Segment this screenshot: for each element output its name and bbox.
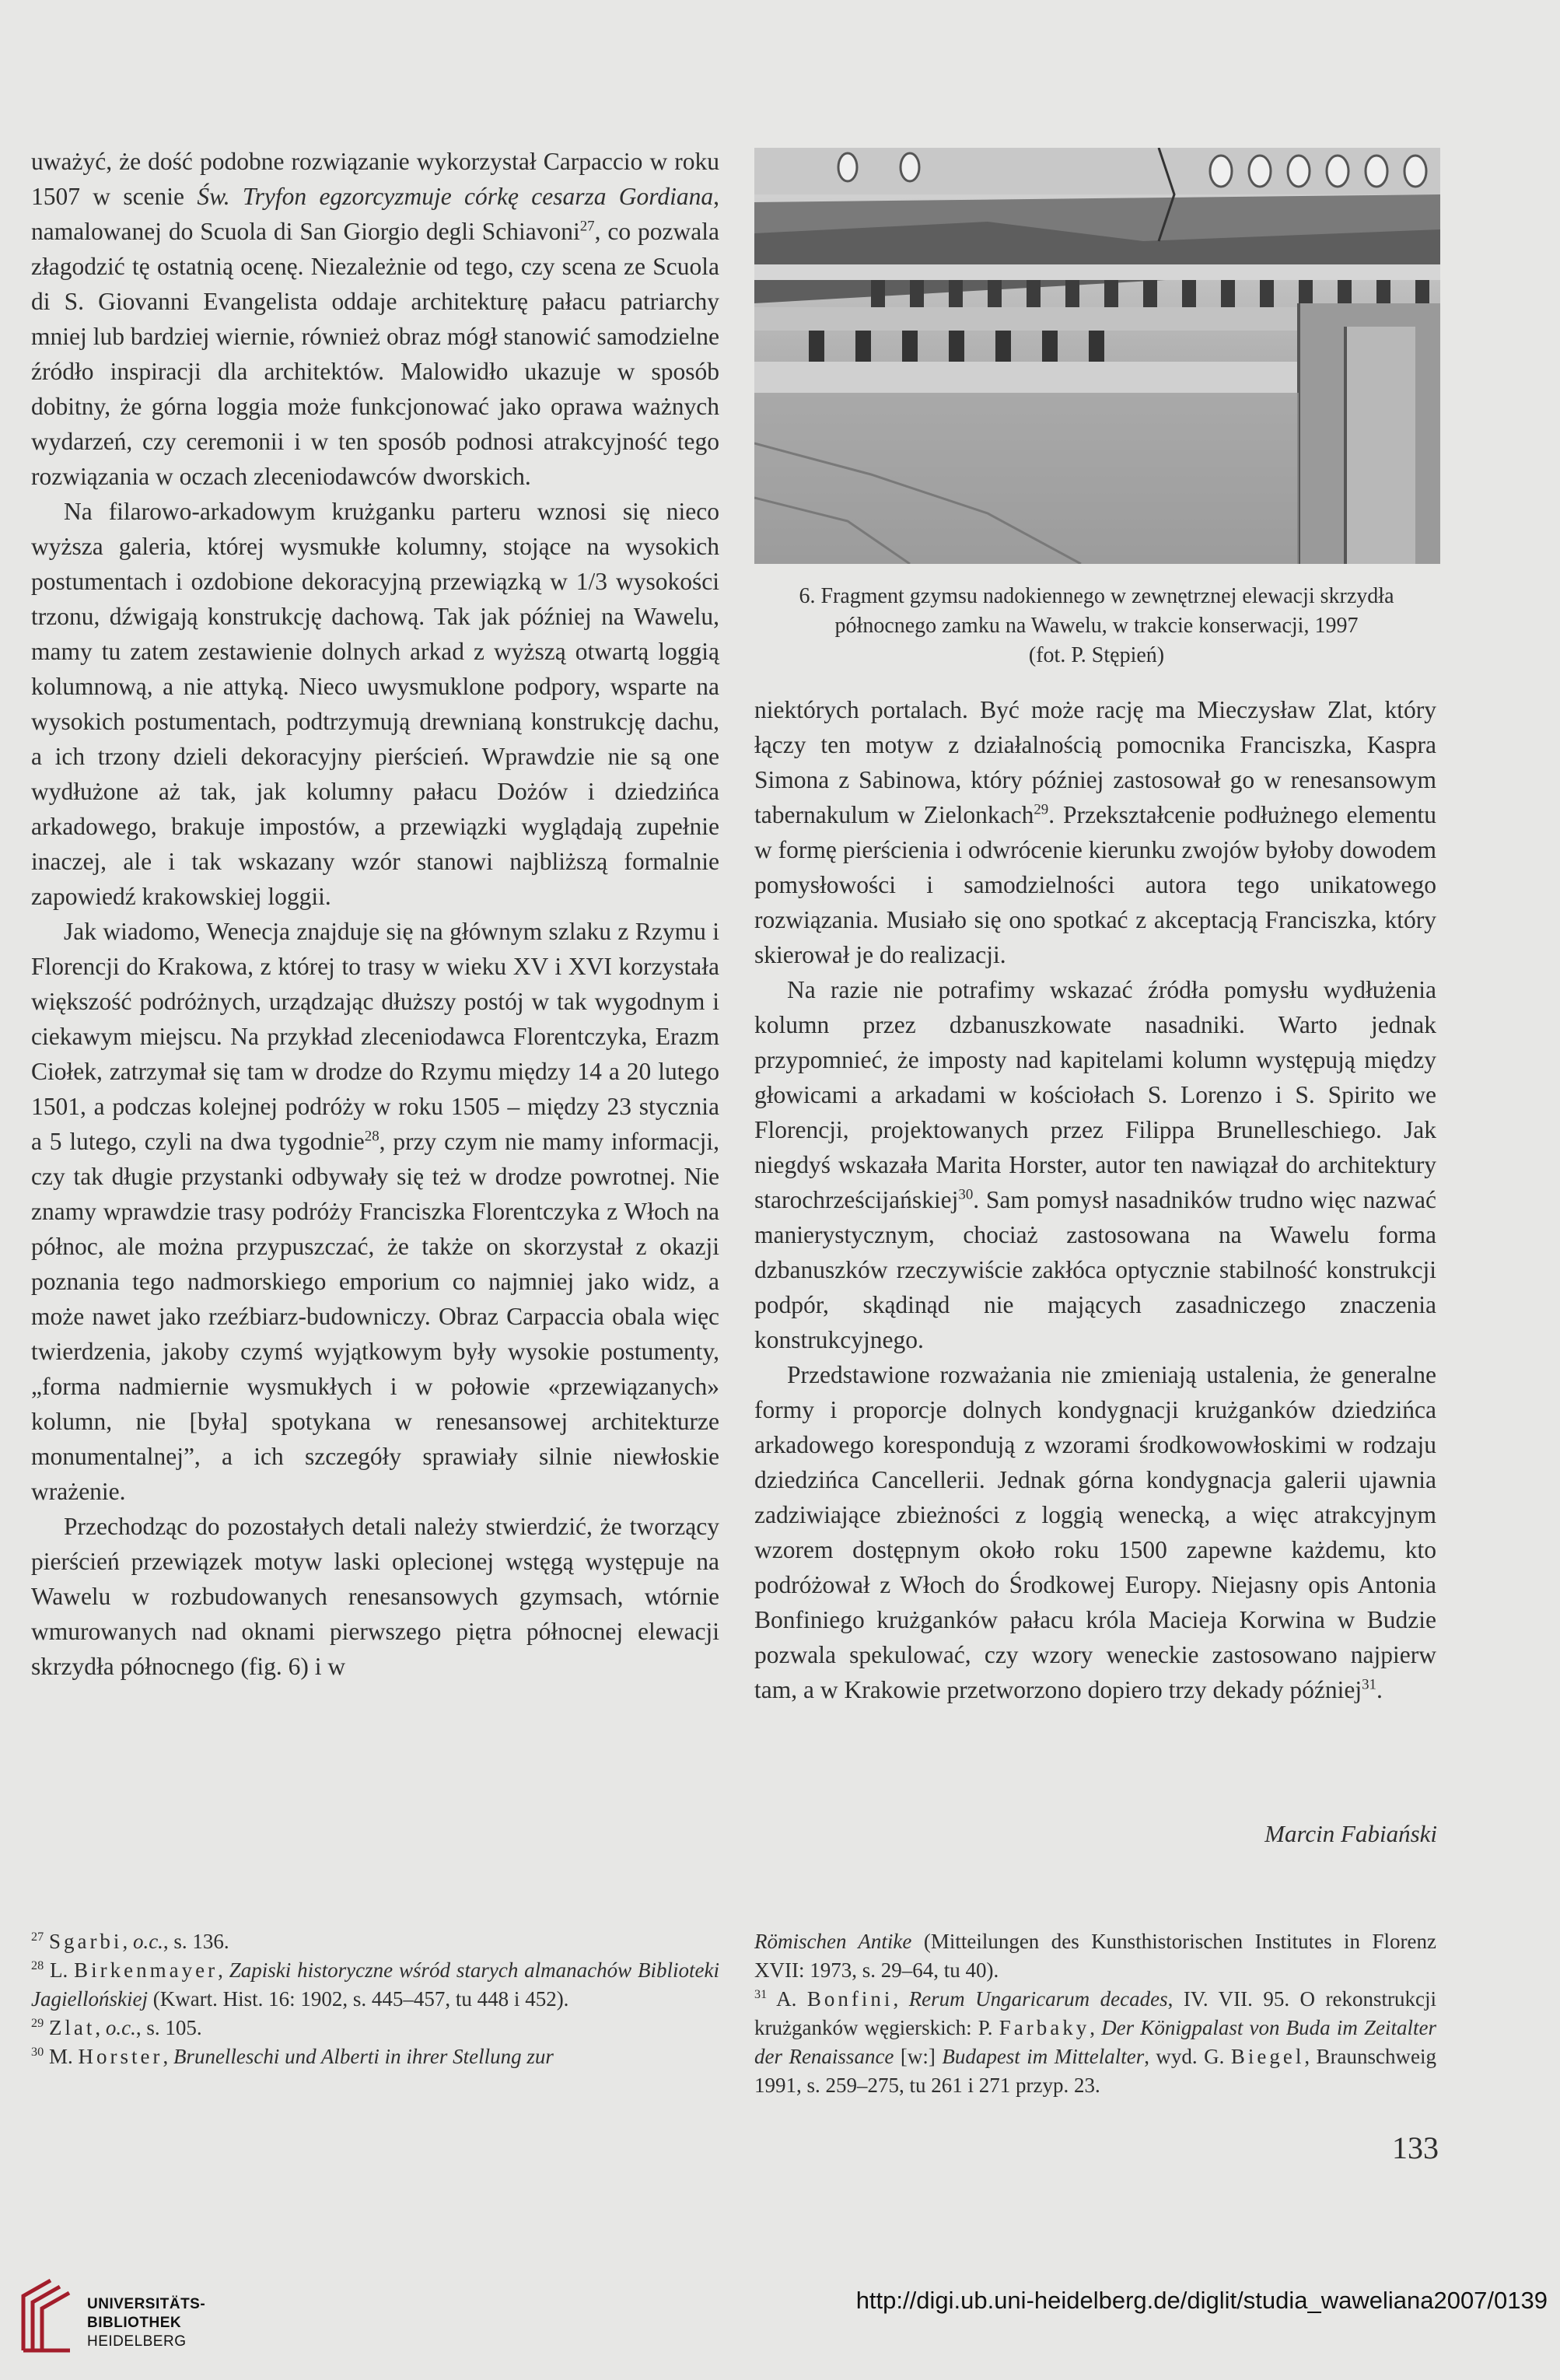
caption-credit: (fot. P. Stępień): [1028, 643, 1165, 667]
page-number: 133: [1392, 2130, 1439, 2165]
footnote: $^{28}$ L. Birkenmayer, Zapiski historyczne wśród starych almanachów Biblioteki Jagiellońskiej (Kwart. Hist. 16: 1902, s. 445–457, tu 448 i 452).: [31, 1958, 719, 2011]
paragraph: niektórych portalach. Być może rację ma Mieczysław Zlat, który łączy ten motyw z działalnością pomocnika Franciszka, Kaspra Simona z Sabinowa, który później zastosował go w renesansowym tabernakulum w Zielonkach$^{29}$. Przekształcenie podłużnego elementu w formę pierścienia i odwrócenie kierunku zwojów byłoby dowodem pomysłowości i samodzielności autora tego unikatowego rozwiązania. Musiało się ono spotkać z akceptacją Franciszka, który skierował je do realizacji.: [754, 696, 1436, 968]
figure-caption: [747, 582, 1446, 670]
paragraph: Przechodząc do pozostałych detali należy stwierdzić, że tworzący pierścień przewiązek motyw laski oplecionej wstęgą występuje na Wawelu w rozbudowanych renesansowych gzymsach, wtórnie wmurowanych nad oknami pierwszego piętra północnej elewacji skrzydła północnego (fig. 6) i w: [31, 1513, 719, 1680]
footnote: $^{30}$ M. Horster, Brunelleschi und Alberti in ihrer Stellung zur: [31, 2045, 554, 2068]
paragraph: Przedstawione rozważania nie zmieniają ustalenia, że generalne formy i proporcje dolnych kondygnacji krużganków dziedzińca arkadowego korespondują z wzorami środkowowłoskimi w rodzaju dziedzińca Cancellerii. Jednak górna kondygnacja galerii ujawnia zadziwiające zbieżności z loggią wenecką, a więc atrakcyjnym wzorem dostępnym około roku 1500 zapewne każdemu, kto podróżował z Włoch do Środkowej Europy. Niejasny opis Antonia Bonfiniego krużganków pałacu króla Macieja Korwina w Budzie pozwala spekulować, czy wzory weneckie zastosowano najpierw tam, a w Krakowie przetworzono dopiero trzy dekady później$^{31}$.: [754, 1361, 1436, 1703]
source-url-link[interactable]: http://digi.ub.uni-heidelberg.de/diglit/studia_waweliana2007/0139: [855, 2287, 1548, 2314]
paragraph: uważyć, że dość podobne rozwiązanie wykorzystał Carpaccio w roku 1507 w scenie Św. Tryfon egzorcyzmuje córkę cesarza Gordiana, namalowanej do Scuola di San Giorgio degli Schiavoni$^{27}$, co pozwala złagodzić tę ostatnią ocenę. Niezależnie od tego, czy scena ze Scuola di S. Giovanni Evangelista oddaje architekturę pałacu patriarchy mniej lub bardziej wiernie, również obraz mógł stanowić samodzielne źródło inspiracji dla architektów. Malowidło ukazuje w sposób dobitny, że górna loggia może funkcjonować jako oprawa ważnych wydarzeń, czy ceremonii i w ten sposób podnosi atrakcyjność tego rozwiązania w oczach zleceniodawców dworskich.: [31, 148, 719, 490]
footnote: Römischen Antike (Mitteilungen des Kunsthistorischen Institutes in Florenz XVII: 1973, s. 29–64, tu 40).: [754, 1930, 1436, 1982]
footnotes-left: [31, 1927, 719, 2071]
body-column-right: [754, 692, 1436, 1707]
caption-line: 6. Fragment gzymsu nadokiennego w zewnętrznej elewacji skrzydła: [799, 584, 1394, 608]
body-column-left: [31, 144, 719, 1684]
figure-6-photo: [754, 148, 1440, 564]
author-signature: Marcin Fabiański: [1264, 1820, 1437, 1847]
footnote: $^{27}$ Sgarbi, o.c., s. 136.: [31, 1930, 229, 1953]
paragraph: Jak wiadomo, Wenecja znajduje się na głównym szlaku z Rzymu i Florencji do Krakowa, z której to trasy w wieku XV i XVI korzystała większość podróżnych, urządzając dłuższy postój w tak wygodnym i ciekawym miejscu. Na przykład zleceniodawca Florentczyka, Erazm Ciołek, zatrzymał się tam w drodze do Rzymu między 14 a 20 lutego 1501, a podczas kolejnej podróży w roku 1505 – między 23 stycznia a 5 lutego, czyli na dwa tygodnie$^{28}$, przy czym nie mamy informacji, czy tak długie przystanki odbywały się też w drodze powrotnej. Nie znamy wprawdzie trasy podróży Franciszka Florentczyka z Włoch na północ, ale można przypuszczać, że także on skorzystał z okazji poznania tego nadmorskiego emporium co najmniej jako widz, a może nawet jako rzeźbiarz-budowniczy. Obraz Carpaccia obala więc twierdzenia, jakoby czymś wyjątkowym były wysokie postumenty, „forma nadmiernie wysmukłych i w połowie «przewiązanych» kolumn, nie [była] spotykana w renesansowej architekturze monumentalnej”, a ich szczegóły sprawiały silnie niewłoskie wrażenie.: [31, 918, 719, 1505]
library-logo-icon: [16, 2273, 78, 2358]
library-name-line: UNIVERSITÄTS-: [87, 2296, 206, 2312]
caption-line: północnego zamku na Wawelu, w trakcie konserwacji, 1997: [834, 614, 1359, 638]
paragraph: Na filarowo-arkadowym krużganku parteru wznosi się nieco wyższa galeria, której wysmukłe kolumny, stojące na wysokich postumentach i ozdobione dekoracyjną przewiązką w 1/3 wysokości trzonu, dźwigają konstrukcję dachową. Tak jak później na Wawelu, mamy tu zatem zestawienie dolnych arkad z wyższą otwartą loggią kolumnową, a nie attyką. Nieco uwysmuklone podpory, wsparte na wysokich postumentach, podtrzymują drewnianą konstrukcję dachu, a ich trzony dzieli dekoracyjny pierścień. Wprawdzie nie są one wydłużone aż tak, jak kolumny pałacu Dożów i dziedzińca arkadowego, brakuje impostów, a przewiązki wyglądają zupełnie inaczej, ale i tak wskazany wzór stanowi najbliższą formalnie zapowiedź krakowskiej loggii.: [31, 498, 719, 910]
library-name-line: BIBLIOTHEK: [87, 2315, 182, 2331]
footnote: $^{31}$ A. Bonfini, Rerum Ungaricarum decades, IV. VII. 95. O rekonstrukcji krużganków węgierskich: P. Farbaky, Der Königpalast von Buda im Zeitalter der Renaissance [w:] Budapest im Mittelalter, wyd. G. Biegel, Braunschweig 1991, s. 259–275, tu 261 i 271 przyp. 23.: [754, 1987, 1437, 2097]
footnotes-right: [754, 1927, 1436, 2100]
library-logo[interactable]: [16, 2273, 249, 2366]
footnote: $^{29}$ Zlat, o.c., s. 105.: [31, 2016, 202, 2039]
library-name-line: HEIDELBERG: [87, 2333, 187, 2350]
paragraph: Na razie nie potrafimy wskazać źródła pomysłu wydłużenia kolumn przez dzbanuszkowate nasadniki. Warto jednak przypomnieć, że imposty nad kapitelami kolumn występują między głowicami a arkadami w kościołach S. Lorenzo i S. Spirito we Florencji, projektowanych przez Filippa Brunelleschiego. Jak niegdyś wskazała Marita Horster, autor ten nawiązał do architektury starochrześcijańskiej$^{30}$. Sam pomysł nasadników trudno więc nazwać manierystycznym, chociaż zastosowana na Wawelu forma dzbanuszków rzeczywiście zakłóca optycznie stabilność konstrukcji podpór, skądinąd nie mających zasadniczego znaczenia konstrukcyjnego.: [754, 976, 1436, 1353]
